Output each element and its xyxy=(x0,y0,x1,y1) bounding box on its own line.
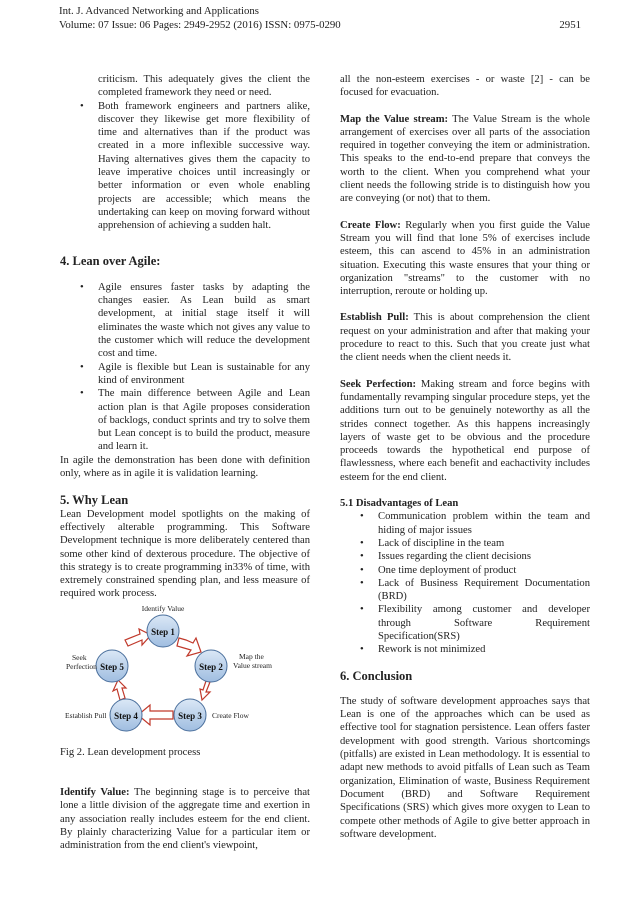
flow-arrow xyxy=(113,680,126,700)
flow-arrow xyxy=(200,681,210,700)
term-text: This is about comprehension the client request on your administration and after that making your procedure to react to this. Such that you create just what the client needs when the client needs it. xyxy=(340,312,590,364)
bullet-item: • Issues regarding the client decisions xyxy=(340,550,590,563)
section-4-paragraph: In agile the demonstration has been done with definition only, where as in agile it is validation learning. xyxy=(60,454,310,480)
continued-text: criticism. This adequately gives the client the completed framework they need or need. xyxy=(98,74,310,99)
label-identify-value: Identify Value xyxy=(141,603,185,613)
identify-value-paragraph xyxy=(60,786,310,852)
term-text: The Value Stream is the whole arrangement of exercises over all parts of the association required in together conveying the item or administration. This speaks to the end-to-end prepare that conveys the worth to the client. When you comprehend what your client needs the following stride is to distinguish how you are conveying (or not) that to them. xyxy=(340,113,590,205)
journal-name: Int. J. Advanced Networking and Applications xyxy=(59,5,260,17)
seek-perfection-paragraph xyxy=(340,378,590,484)
step-label: Step 4 xyxy=(114,710,138,721)
bullet-item: • The main difference between Agile and Lean action plan is that Agile proposes consideration of backlogs, conduct sprints and try to solve them but Lean concept is to build the product, measure and learn it. xyxy=(60,387,310,453)
flow-arrow xyxy=(138,705,173,725)
step-2-node xyxy=(195,650,227,682)
step-3-node xyxy=(174,699,206,731)
term-label: Create Flow: xyxy=(340,219,401,231)
lean-process-diagram xyxy=(60,604,310,739)
term-label: Seek Perfection: xyxy=(340,378,417,390)
subsection-5-1-title: 5.1 Disadvantages of Lean xyxy=(340,498,459,510)
section-5-title: 5. Why Lean xyxy=(60,493,129,508)
term-label: Map the Value stream: xyxy=(340,113,449,125)
conclusion-paragraph: The study of software development approaches says that Lean is one of the approaches which can be used as effective tool for stagnation persistence. Lean offers faster development with good strength. Various shortcomings (pitfalls) are existed in Lean methodology. It is essential to adapt new methods to avoid pitfalls of Lean such as Team organization, Elimination of waste, Business Requirement Document (BRD) and Software Requirement Specifications (SRS) which gives more oxygen to Lean to compete other methods of Agile to give better approach in software development. xyxy=(340,695,590,840)
section-6-title: 6. Conclusion xyxy=(340,668,413,683)
label-map-line2: Value stream xyxy=(233,660,272,670)
label-map-line1: Map the xyxy=(239,651,264,661)
left-column xyxy=(60,73,310,852)
bullet-item: • One time deployment of product xyxy=(340,564,590,577)
continued-bullet-list xyxy=(60,100,310,233)
bullet-item: • Lack of discipline in the team xyxy=(340,537,590,550)
term-text: Regularly when you first guide the Value Stream you will find that lone 5% of exercises include esteem, this can ascend to 45% in an administration situation. Executing this waste ensures that your thing or organization "streams" to the customer with no interruption, reroute or holding up. xyxy=(340,219,590,298)
term-label: Establish Pull: xyxy=(340,312,409,324)
bullet-item: • Lack of Business Requirement Documentation (BRD) xyxy=(340,577,590,604)
volume-info: Volume: 07 Issue: 06 Pages: 2949-2952 (2016) ISSN: 0975-0290 xyxy=(59,18,341,31)
label-seek-line2: Perfection xyxy=(66,661,97,671)
flow-arrow xyxy=(177,638,201,656)
step-label: Step 5 xyxy=(100,661,124,672)
bullet-item: • Both framework engineers and partners alike, discover they likewise get more flexibility of time and alternatives than if the product was created in a more inflexible successive way. Having alternatives gives them the capacity to leave imperative choices until increasingly or better information or even whole enabling projects are accessible; which means the undertaking can keep on moving forward without apprehension of achieving a sudden halt. xyxy=(60,100,310,233)
label-seek-line1: Seek xyxy=(72,652,87,662)
step-1-node xyxy=(147,615,179,647)
term-text: The beginning stage is to perceive that lone a little division of the aggregate time and exertion in any association really includes esteem for the end client. By plainly characterizing Value for a particular item or administration from the end client's viewpoint, xyxy=(60,786,310,852)
right-column xyxy=(340,73,590,841)
figure-caption: Fig 2. Lean development process xyxy=(60,746,201,758)
section-4-title: 4. Lean over Agile: xyxy=(60,253,161,268)
step-4-node xyxy=(110,699,142,731)
page-number: 2951 xyxy=(559,18,581,31)
term-label: Identify Value: xyxy=(60,786,130,798)
create-flow-paragraph xyxy=(340,219,590,299)
section-4-bullets xyxy=(60,281,310,454)
bullet-item: • Agile ensures faster tasks by adapting the changes easier. As Lean build as smart development, at initial stage itself it will eliminates the waste which not gives any value to the customer which will reduce the development cost and time. xyxy=(60,281,310,361)
label-establish-pull: Establish Pull xyxy=(65,710,107,720)
running-header xyxy=(59,5,581,32)
step-label: Step 2 xyxy=(199,661,223,672)
bullet-item: • Rework is not minimized xyxy=(340,643,590,656)
disadvantages-list xyxy=(340,510,590,656)
continued-text: all the non-esteem exercises - or waste [2] - can be focused for evacuation. xyxy=(340,74,590,99)
bullet-item: • Communication problem within the team and hiding of major issues xyxy=(340,510,590,537)
map-value-stream-paragraph xyxy=(340,113,590,206)
step-5-node xyxy=(96,650,128,682)
bullet-item: • Agile is flexible but Lean is sustainable for any kind of environment xyxy=(60,361,310,388)
label-create-flow: Create Flow xyxy=(212,710,249,720)
term-text: Making stream and force begins with fundamentally revamping singular procedure steps, yet the additions turn out to be genuinely noteworthy as all the strides connect together. As this happens increasingly layers of waste get to be obvious and the procedure proceeds towards the hypothetical end purpose of flawlessness, where each benefit and eachactivity includes esteem for the end client. xyxy=(340,378,590,483)
establish-pull-paragraph xyxy=(340,311,590,364)
bullet-item: • Flexibility among customer and developer through Software Requirement Specification(SRS) xyxy=(340,603,590,643)
step-label: Step 1 xyxy=(151,626,175,637)
section-5-paragraph: Lean Development model spotlights on the making of effectively alterable programming. This Software Development technique is more deliberately centered than some other kind of dexterous procedure. The objective of this strategy is to create programming in33% of time, with extremely constrained spending plan, and less measure of required work process. xyxy=(60,508,310,600)
step-label: Step 3 xyxy=(178,710,202,721)
